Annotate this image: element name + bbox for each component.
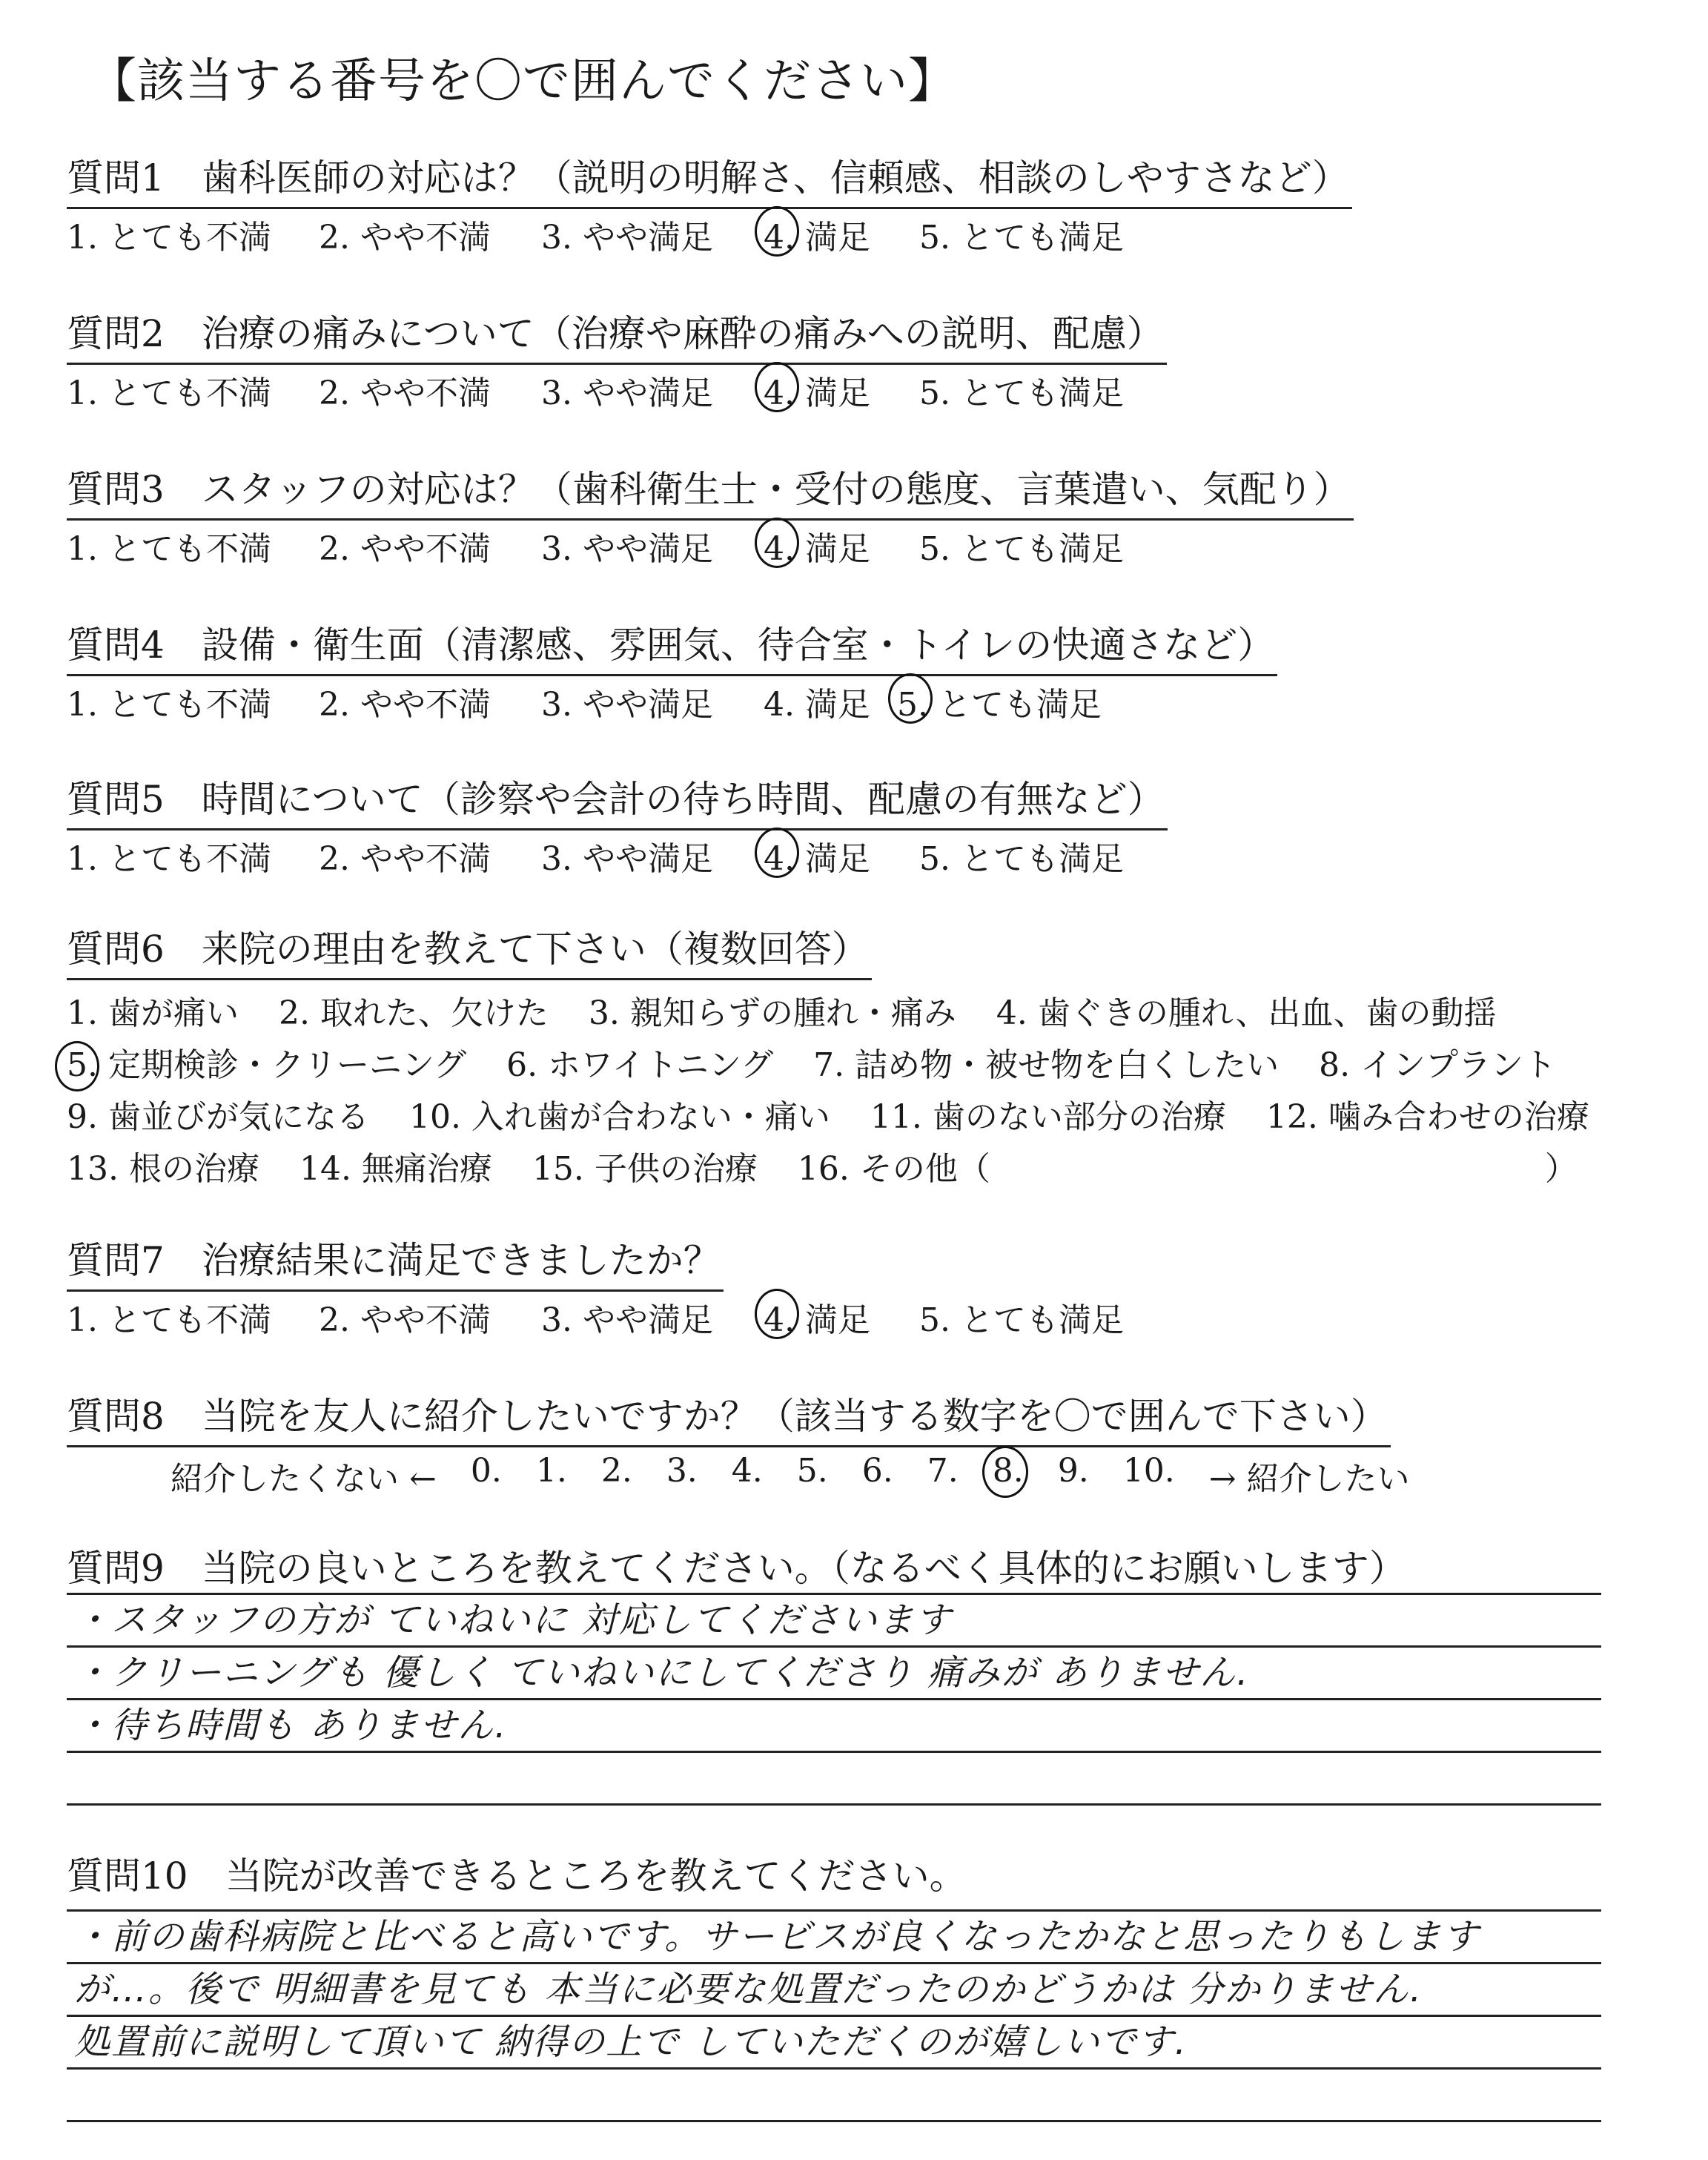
question-6 — [67, 919, 1619, 1195]
option-3[interactable]: 3. やや満足 — [541, 219, 713, 257]
reason-4[interactable]: 4. 歯ぐきの腫れ、出血、歯の動揺 — [996, 994, 1497, 1032]
reason-3[interactable]: 3. 親知らずの腫れ・痛み — [588, 994, 956, 1032]
answer-line[interactable] — [67, 1964, 1601, 2017]
option-2[interactable]: 2. やや不満 — [319, 1301, 491, 1339]
reason-14[interactable]: 14. 無痛治療 — [299, 1150, 492, 1188]
reason-8[interactable]: 8. インプラント — [1319, 1046, 1557, 1084]
question-9-title: 質問9 当院の良いところを教えてください。（なるべく具体的にお願いします） — [67, 1547, 1406, 1590]
reason-2[interactable]: 2. 取れた、欠けた — [278, 994, 549, 1032]
option-5[interactable]: 5. とても満足 — [919, 530, 1124, 568]
scale-8-selected[interactable]: 8. — [993, 1452, 1024, 1499]
handwritten-answer: が…。後で 明細書を見ても 本当に必要な処置だったのかどうかは 分かりません. — [74, 1969, 1423, 2010]
question-3 — [67, 460, 1351, 569]
question-3-options — [67, 522, 1351, 569]
option-1[interactable]: 1. とても不満 — [67, 374, 271, 412]
question-4-title: 質問4 設備・衛生面（清潔感、雰囲気、待合室・トイレの快適さなど） — [67, 615, 1274, 673]
question-7-options — [67, 1293, 1124, 1341]
question-6-options — [67, 988, 1619, 1195]
option-2[interactable]: 2. やや不満 — [319, 530, 491, 568]
question-5 — [67, 770, 1165, 879]
scale-1[interactable]: 1. — [535, 1452, 567, 1490]
scale-7[interactable]: 7. — [927, 1452, 959, 1490]
handwritten-answer: 処置前に説明して頂いて 納得の上で していただくのが嬉しいです. — [74, 2021, 1188, 2063]
reason-7[interactable]: 7. 詰め物・被せ物を白くしたい — [813, 1046, 1280, 1084]
option-5[interactable]: 5. とても満足 — [919, 1301, 1124, 1339]
instruction-header: 【該当する番号を〇で囲んでください】 — [89, 54, 956, 109]
option-5[interactable]: 5. とても満足 — [919, 840, 1124, 878]
scale-4[interactable]: 4. — [731, 1452, 763, 1490]
reason-16-other[interactable]: 16. その他（ ） — [797, 1150, 1578, 1188]
reason-row — [67, 1040, 1619, 1091]
question-5-options — [67, 832, 1165, 879]
option-1[interactable]: 1. とても不満 — [67, 840, 271, 878]
scale-label-low: 紹介したくない ← — [171, 1460, 437, 1498]
answer-line[interactable] — [67, 1909, 1601, 1964]
scale-6[interactable]: 6. — [861, 1452, 893, 1490]
answer-line[interactable] — [67, 1753, 1601, 1806]
scale-9[interactable]: 9. — [1057, 1452, 1089, 1490]
option-3[interactable]: 3. やや満足 — [541, 1301, 713, 1339]
option-5-selected[interactable]: 5. とても満足 — [897, 678, 1102, 725]
reason-9[interactable]: 9. 歯並びが気になる — [67, 1098, 369, 1136]
question-5-title: 質問5 時間について（診察や会計の待ち時間、配慮の有無など） — [67, 770, 1165, 828]
scale-label-high: → 紹介したい — [1208, 1460, 1410, 1498]
handwritten-answer: ・前の歯科病院と比べると高いです。サービスが良くなったかなと思ったりもします — [74, 1916, 1480, 1958]
option-2[interactable]: 2. やや不満 — [319, 686, 491, 724]
reason-row — [67, 1091, 1619, 1143]
option-4-selected[interactable]: 4. 満足 — [764, 211, 919, 258]
option-3[interactable]: 3. やや満足 — [541, 840, 713, 878]
question-8 — [67, 1387, 1444, 1499]
option-4-selected[interactable]: 4. 満足 — [764, 1293, 919, 1341]
question-2-options — [67, 366, 1164, 414]
question-6-title: 質問6 来院の理由を教えて下さい（複数回答） — [67, 919, 869, 977]
option-2[interactable]: 2. やや不満 — [319, 840, 491, 878]
answer-line[interactable] — [67, 2017, 1601, 2070]
option-1[interactable]: 1. とても不満 — [67, 1301, 271, 1339]
question-1-title: 質問1 歯科医師の対応は？（説明の明解さ、信頼感、相談のしやすさなど） — [67, 148, 1349, 206]
option-2[interactable]: 2. やや不満 — [319, 219, 491, 257]
option-5[interactable]: 5. とても満足 — [919, 374, 1124, 412]
question-10 — [67, 1846, 967, 1904]
question-9-answer-lines — [67, 1593, 1601, 1806]
handwritten-answer: ・待ち時間も ありません. — [74, 1705, 508, 1746]
question-1 — [67, 148, 1349, 258]
question-7-title: 質問7 治療結果に満足できましたか？ — [67, 1231, 721, 1289]
handwritten-answer: ・スタッフの方が ていねいに 対応してくださいます — [74, 1599, 953, 1641]
scale-5[interactable]: 5. — [796, 1452, 828, 1490]
reason-13[interactable]: 13. 根の治療 — [67, 1150, 259, 1188]
option-5[interactable]: 5. とても満足 — [919, 219, 1124, 257]
scale-2[interactable]: 2. — [600, 1452, 632, 1490]
question-8-title: 質問8 当院を友人に紹介したいですか？（該当する数字を〇で囲んで下さい） — [67, 1387, 1388, 1444]
option-4-selected[interactable]: 4. 満足 — [764, 366, 919, 414]
option-4-selected[interactable]: 4. 満足 — [764, 522, 919, 569]
recommend-scale — [67, 1452, 1444, 1499]
question-3-title: 質問3 スタッフの対応は？（歯科衛生士・受付の態度、言葉遣い、気配り） — [67, 460, 1351, 518]
question-9 — [67, 1539, 1406, 1596]
question-2 — [67, 304, 1164, 414]
answer-line[interactable] — [67, 1593, 1601, 1648]
option-1[interactable]: 1. とても不満 — [67, 530, 271, 568]
question-4-options — [67, 678, 1274, 725]
question-4 — [67, 615, 1274, 725]
reason-row — [67, 1143, 1619, 1195]
option-4[interactable]: 4. 満足 — [764, 686, 870, 724]
reason-11[interactable]: 11. 歯のない部分の治療 — [870, 1098, 1226, 1136]
answer-line[interactable] — [67, 2070, 1601, 2122]
option-1[interactable]: 1. とても不満 — [67, 686, 271, 724]
option-3[interactable]: 3. やや満足 — [541, 530, 713, 568]
handwritten-answer: ・クリーニングも 優しく ていねいにしてくださり 痛みが ありません. — [74, 1652, 1250, 1694]
answer-line[interactable] — [67, 1700, 1601, 1753]
scale-0[interactable]: 0. — [470, 1452, 502, 1490]
option-1[interactable]: 1. とても不満 — [67, 219, 271, 257]
question-1-options — [67, 211, 1349, 258]
scale-10[interactable]: 10. — [1122, 1452, 1175, 1490]
reason-1[interactable]: 1. 歯が痛い — [67, 994, 239, 1032]
reason-15[interactable]: 15. 子供の治療 — [532, 1150, 758, 1188]
option-4-selected[interactable]: 4. 満足 — [764, 832, 919, 879]
scale-3[interactable]: 3. — [666, 1452, 698, 1490]
answer-line[interactable] — [67, 1648, 1601, 1700]
reason-10[interactable]: 10. 入れ歯が合わない・痛い — [408, 1098, 830, 1136]
option-3[interactable]: 3. やや満足 — [541, 686, 713, 724]
reason-row — [67, 988, 1619, 1040]
option-2[interactable]: 2. やや不満 — [319, 374, 491, 412]
reason-5-selected[interactable]: 5. 定期検診・クリーニング — [67, 1040, 466, 1091]
option-3[interactable]: 3. やや満足 — [541, 374, 713, 412]
question-7 — [67, 1231, 1124, 1341]
reason-12[interactable]: 12. 噛み合わせの治療 — [1265, 1098, 1589, 1136]
question-10-answer-lines — [67, 1909, 1601, 2122]
question-10-title: 質問10 当院が改善できるところを教えてください。 — [67, 1855, 967, 1898]
reason-6[interactable]: 6. ホワイトニング — [506, 1046, 774, 1084]
question-2-title: 質問2 治療の痛みについて（治療や麻酔の痛みへの説明、配慮） — [67, 304, 1164, 362]
